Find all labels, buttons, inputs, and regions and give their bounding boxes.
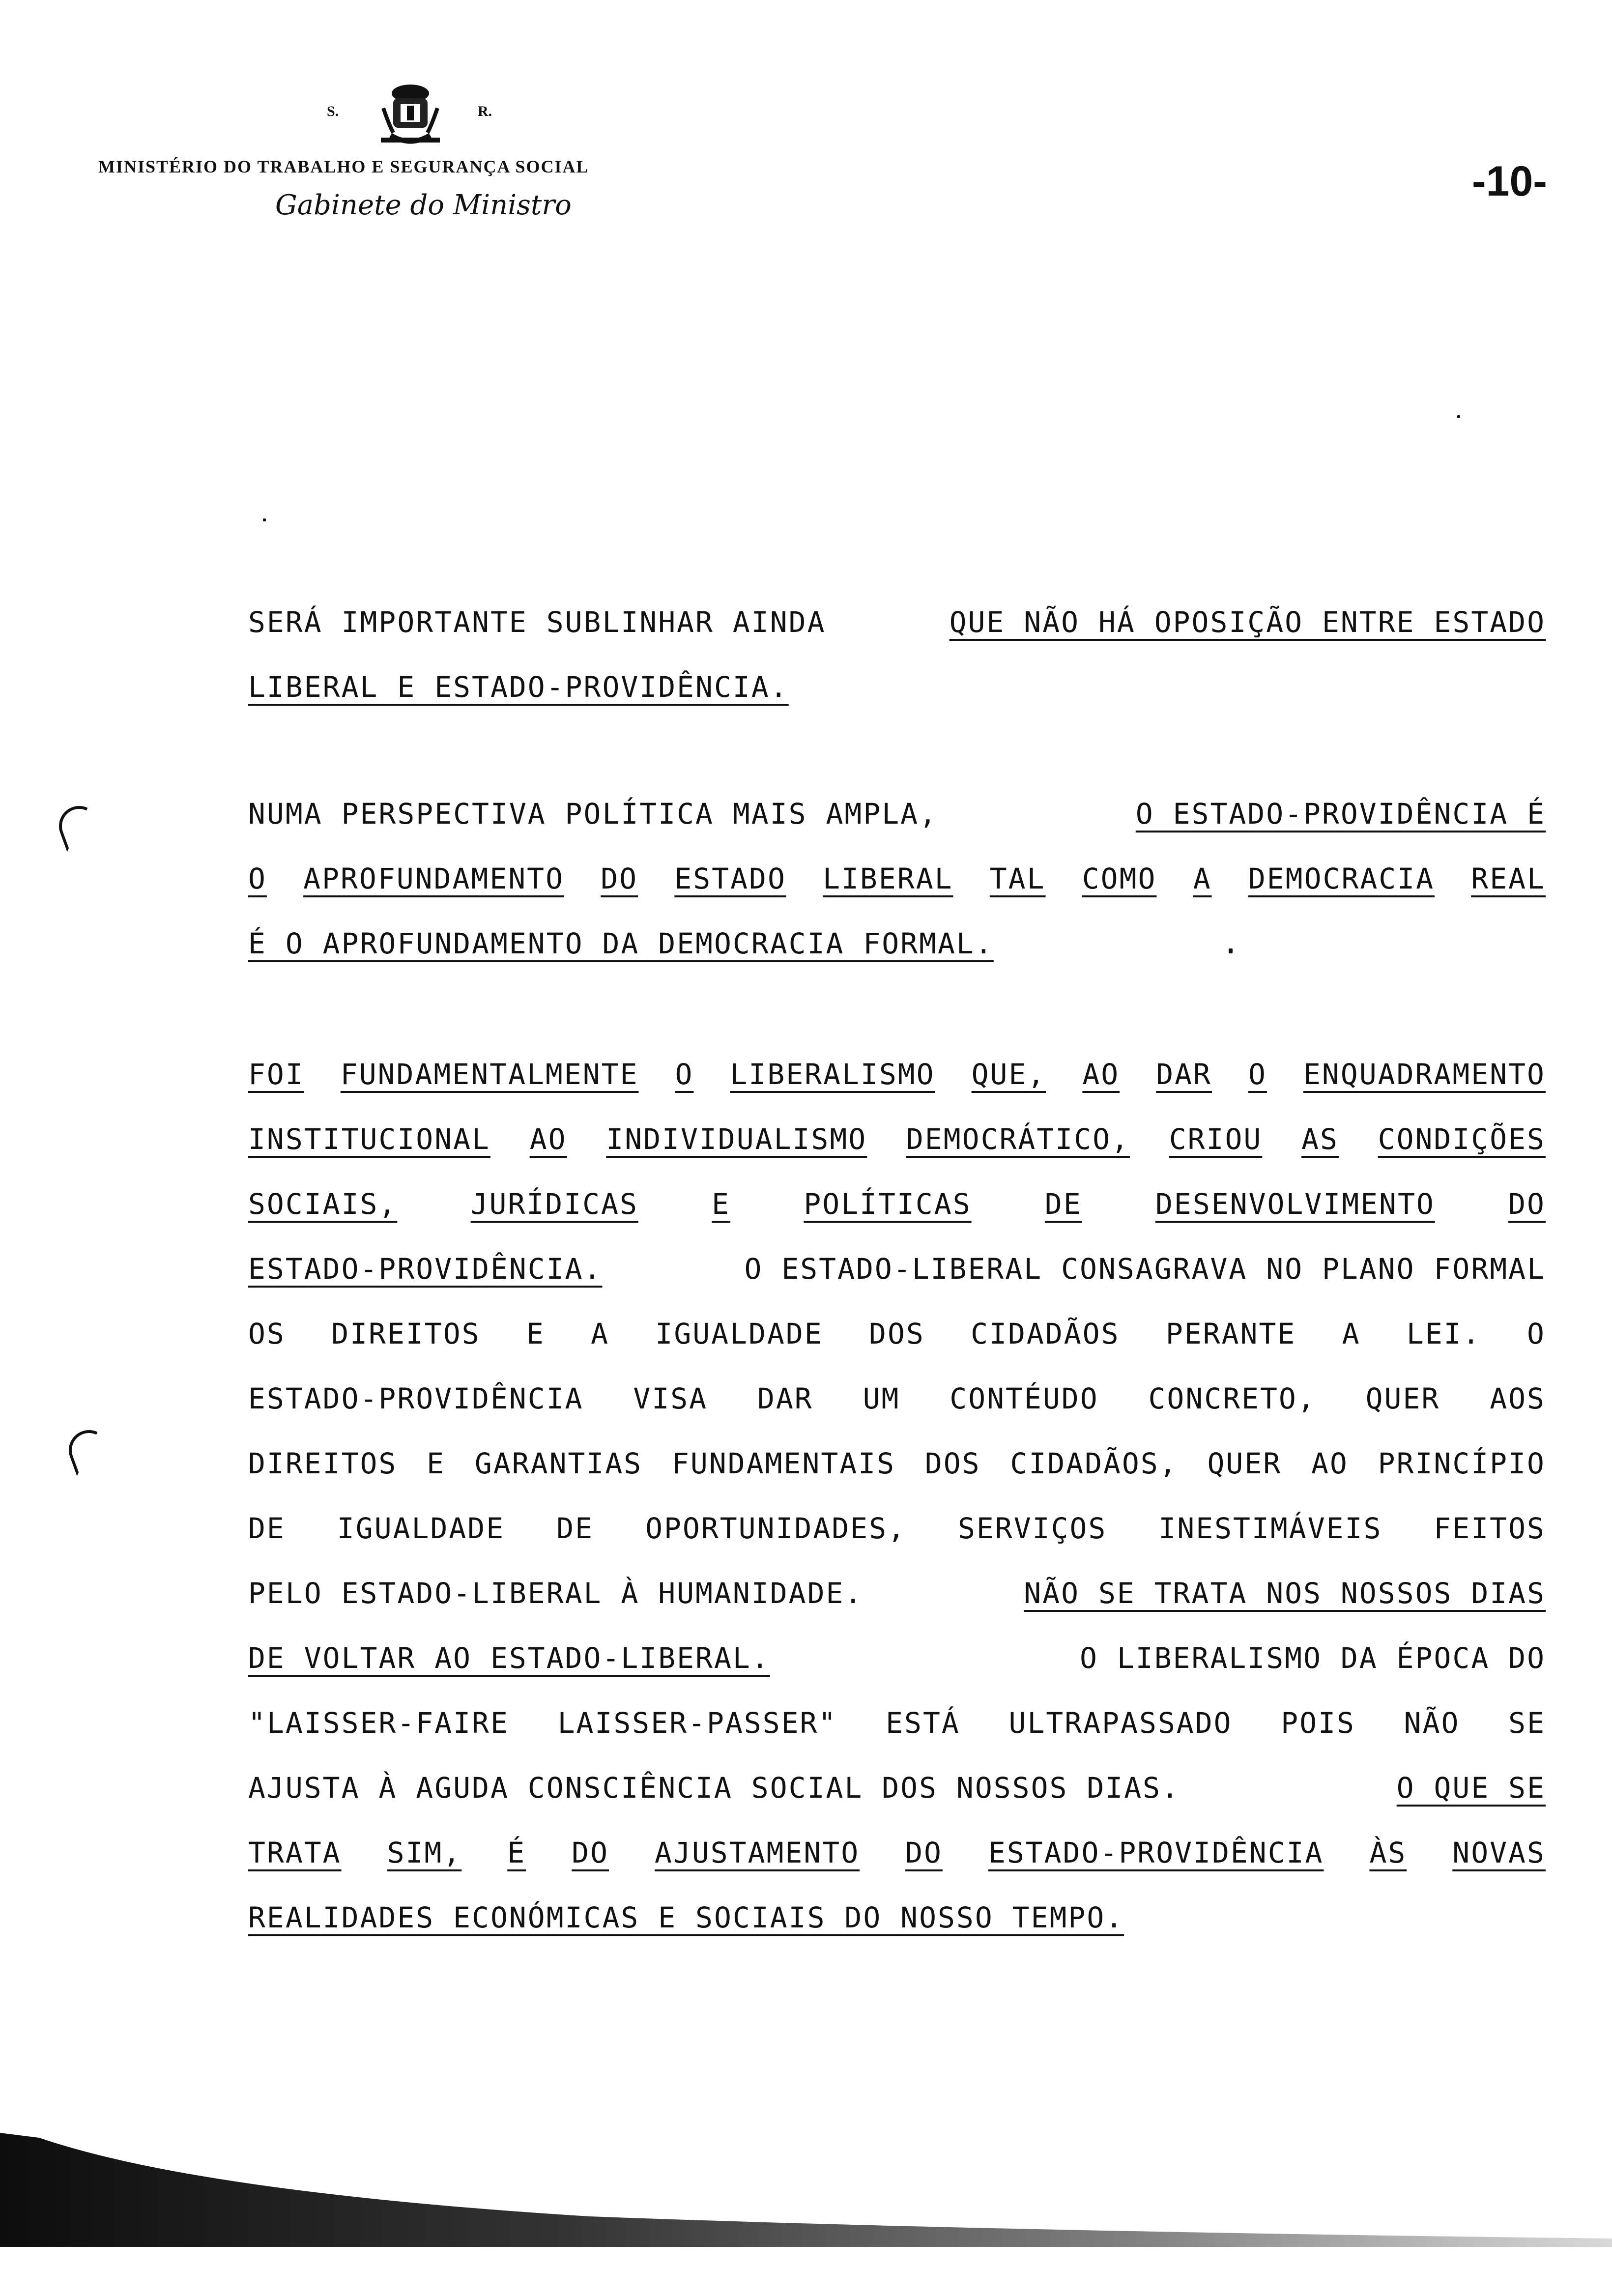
word: CIDADÃOS — [971, 1317, 1120, 1350]
word: ESTADO — [674, 862, 786, 895]
text-segment: SERÁ IMPORTANTE SUBLINHAR AINDA — [248, 605, 826, 639]
text-segment-underlined — [248, 846, 1546, 911]
word: LEI. — [1406, 1317, 1481, 1350]
word: PRINCÍPIO — [1378, 1447, 1546, 1480]
text-line — [248, 1107, 1546, 1172]
text-segment — [248, 1301, 1546, 1366]
margin-bracket-mark — [53, 800, 105, 852]
text-line — [248, 781, 1546, 846]
word: DIREITOS — [248, 1447, 398, 1480]
word: LAISSER-PASSER" — [557, 1706, 837, 1740]
text-segment: NUMA PERSPECTIVA POLÍTICA MAIS AMPLA, — [248, 797, 938, 831]
text-segment-underlined — [248, 1107, 1546, 1172]
word: LIBERALISMO — [730, 1058, 935, 1091]
word: AJUSTAMENTO — [655, 1836, 860, 1869]
word: DAR — [757, 1382, 813, 1415]
text-segment-underlined: DE VOLTAR AO ESTADO-LIBERAL. — [248, 1641, 770, 1675]
word: SOCIAIS, — [248, 1187, 398, 1221]
text-segment-underlined — [248, 1042, 1546, 1107]
text-line — [248, 1626, 1546, 1691]
text-segment — [248, 1496, 1546, 1561]
word: FOI — [248, 1058, 304, 1091]
word: TRATA — [248, 1836, 342, 1869]
word: CONCRETO, — [1148, 1382, 1316, 1415]
word: SE — [1508, 1706, 1546, 1740]
text-line — [248, 1366, 1546, 1431]
text-segment: PELO ESTADO-LIBERAL À HUMANIDADE. — [248, 1577, 864, 1610]
text-line — [248, 1172, 1546, 1236]
crest-letter-r: R. — [478, 103, 492, 119]
paragraph-2 — [248, 781, 1546, 976]
word: E — [427, 1447, 446, 1480]
text-line — [248, 1885, 1546, 1950]
word: QUER — [1365, 1382, 1440, 1415]
word: ÀS — [1369, 1836, 1407, 1869]
paragraph-3 — [248, 1042, 1546, 1950]
text-segment — [248, 1366, 1546, 1431]
word: INDIVIDUALISMO — [606, 1122, 867, 1156]
word: FUNDAMENTALMENTE — [340, 1058, 639, 1091]
word: LIBERAL — [823, 862, 953, 895]
text-line — [248, 1561, 1546, 1626]
word: POIS — [1281, 1706, 1355, 1740]
ministry-heading: MINISTÉRIO DO TRABALHO E SEGURANÇA SOCIAL — [98, 157, 589, 176]
coat-of-arms-icon — [374, 79, 447, 152]
text-segment-underlined — [248, 1820, 1546, 1885]
text-line — [248, 1042, 1546, 1107]
text-line — [248, 1691, 1546, 1755]
word: OS — [248, 1317, 286, 1350]
text-line — [248, 1236, 1546, 1301]
word: DO — [1508, 1187, 1546, 1221]
word: ESTADO-PROVIDÊNCIA — [248, 1382, 584, 1415]
word: TAL — [989, 862, 1046, 895]
ink-speck — [1457, 415, 1460, 418]
text-segment-underlined: QUE NÃO HÁ OPOSIÇÃO ENTRE ESTADO — [949, 605, 1546, 639]
text-segment-underlined: NÃO SE TRATA NOS NOSSOS DIAS — [1024, 1577, 1546, 1610]
text-segment-underlined: O QUE SE — [1396, 1771, 1546, 1805]
word: APROFUNDAMENTO — [303, 862, 565, 895]
word: PERANTE — [1165, 1317, 1296, 1350]
text-segment-underlined: LIBERAL E ESTADO-PROVIDÊNCIA. — [248, 670, 789, 704]
text-line — [248, 1431, 1546, 1496]
word: CIDADÃOS, — [1010, 1447, 1178, 1480]
word: CONDIÇÕES — [1378, 1122, 1546, 1156]
text-line — [248, 655, 1546, 719]
word: AO — [1311, 1447, 1349, 1480]
text-segment: O LIBERALISMO DA ÉPOCA DO — [1080, 1641, 1546, 1675]
page-number: -10- — [1472, 158, 1547, 205]
text-segment-underlined: REALIDADES ECONÓMICAS E SOCIAIS DO NOSSO TEMPO. — [248, 1901, 1124, 1934]
text-line — [248, 1496, 1546, 1561]
word: DAR — [1156, 1058, 1212, 1091]
word: POLÍTICAS — [804, 1187, 972, 1221]
word: ESTÁ — [886, 1706, 960, 1740]
word: COMO — [1082, 862, 1157, 895]
word: DE — [1044, 1187, 1082, 1221]
word: DESENVOLVIMENTO — [1155, 1187, 1435, 1221]
text-segment — [248, 1691, 1546, 1755]
text-line — [248, 1755, 1546, 1820]
word: IGUALDADE — [655, 1317, 823, 1350]
text-line — [248, 846, 1546, 911]
word: O — [675, 1058, 694, 1091]
word: DO — [905, 1836, 943, 1869]
word: É — [507, 1836, 526, 1869]
word: E — [712, 1187, 731, 1221]
word: QUER — [1207, 1447, 1282, 1480]
word: DE — [556, 1512, 594, 1545]
word: JURÍDICAS — [470, 1187, 638, 1221]
scan-shadow-artifact — [0, 2118, 1612, 2266]
word: AS — [1301, 1122, 1339, 1156]
text-segment-underlined: ESTADO-PROVIDÊNCIA. — [248, 1252, 603, 1286]
word: REAL — [1471, 862, 1546, 895]
crest-letter-s: S. — [327, 103, 339, 119]
word: INESTIMÁVEIS — [1158, 1512, 1382, 1545]
text-segment: O ESTADO-LIBERAL CONSAGRAVA NO PLANO FORMAL — [744, 1252, 1546, 1286]
text-line — [248, 590, 1546, 655]
word: QUE, — [971, 1058, 1046, 1091]
word: AO — [1082, 1058, 1120, 1091]
word: SIM, — [387, 1836, 462, 1869]
word: VISA — [633, 1382, 708, 1415]
text-segment-underlined — [248, 1172, 1546, 1236]
word: A — [1193, 862, 1212, 895]
word: DE — [248, 1512, 286, 1545]
cabinet-subheading: Gabinete do Ministro — [275, 189, 572, 221]
word: INSTITUCIONAL — [248, 1122, 490, 1156]
text-line — [248, 1820, 1546, 1885]
word: A — [591, 1317, 610, 1350]
word: GARANTIAS — [474, 1447, 643, 1480]
word: O — [1248, 1058, 1267, 1091]
word: FEITOS — [1434, 1512, 1546, 1545]
word: AOS — [1490, 1382, 1546, 1415]
word: DO — [601, 862, 638, 895]
word: NOVAS — [1452, 1836, 1546, 1869]
text-line — [248, 1301, 1546, 1366]
word: FUNDAMENTAIS — [672, 1447, 896, 1480]
word: DOS — [869, 1317, 925, 1350]
word: AO — [529, 1122, 567, 1156]
word: DEMOCRACIA — [1248, 862, 1435, 895]
text-segment: AJUSTA À AGUDA CONSCIÊNCIA SOCIAL DOS NOSSOS DIAS. — [248, 1771, 1180, 1805]
margin-bracket-mark — [63, 1424, 115, 1476]
word: UM — [863, 1382, 900, 1415]
word: DO — [572, 1836, 609, 1869]
word: "LAISSER-FAIRE — [248, 1706, 509, 1740]
word: O — [248, 862, 267, 895]
word: NÃO — [1404, 1706, 1460, 1740]
word: ULTRAPASSADO — [1008, 1706, 1233, 1740]
word: SERVIÇOS — [957, 1512, 1107, 1545]
word: DOS — [924, 1447, 981, 1480]
ink-speck — [263, 518, 266, 521]
word: E — [526, 1317, 545, 1350]
word: DEMOCRÁTICO, — [906, 1122, 1130, 1156]
word: CRIOU — [1169, 1122, 1263, 1156]
text-segment-underlined: É O APROFUNDAMENTO DA DEMOCRACIA FORMAL. — [248, 927, 994, 960]
text-line — [248, 911, 1546, 976]
word: DIREITOS — [331, 1317, 481, 1350]
word: ESTADO-PROVIDÊNCIA — [988, 1836, 1324, 1869]
word: CONTÉUDO — [950, 1382, 1099, 1415]
text-segment-underlined: O ESTADO-PROVIDÊNCIA É — [1135, 797, 1546, 831]
word: A — [1342, 1317, 1361, 1350]
paragraph-1 — [248, 590, 1546, 719]
word: IGUALDADE — [337, 1512, 505, 1545]
text-segment — [248, 1431, 1546, 1496]
word: O — [1526, 1317, 1546, 1350]
word: ENQUADRAMENTO — [1303, 1058, 1546, 1091]
word: OPORTUNIDADES, — [645, 1512, 906, 1545]
